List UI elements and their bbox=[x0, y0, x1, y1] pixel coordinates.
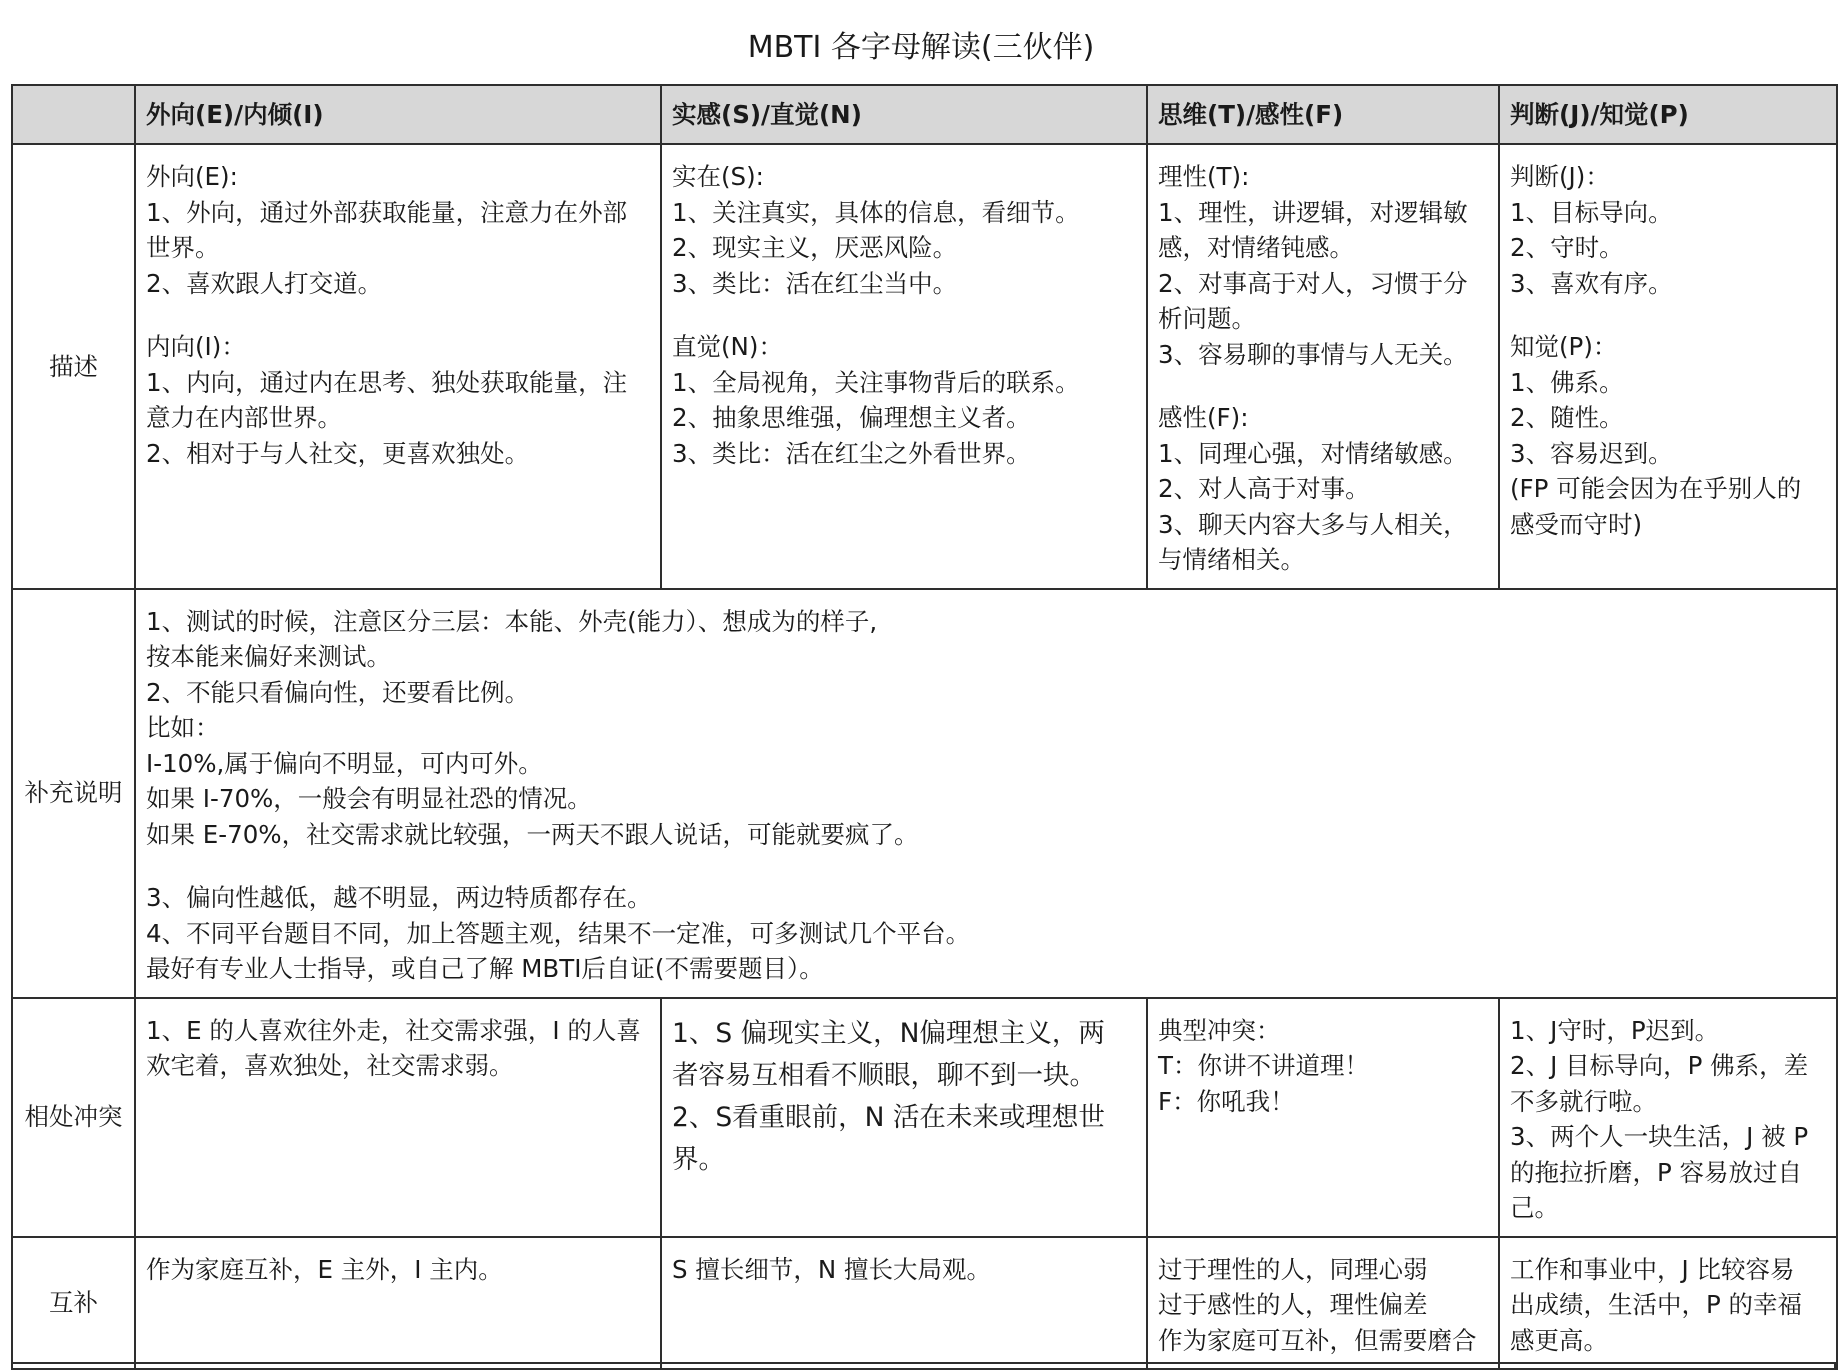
text-line: 1、外向，通过外部获取能量，注意力在外部 bbox=[146, 197, 628, 227]
header-tf: 思维(T)/感性(F) bbox=[1147, 85, 1499, 144]
paragraph-gap bbox=[146, 301, 650, 329]
text-line: 按本能来偏好来测试。 bbox=[146, 642, 391, 671]
text-line: 3、容易聊的事情与人无关。 bbox=[1158, 339, 1468, 369]
text-line: 1、J守时，P迟到。 bbox=[1510, 1015, 1720, 1045]
text-line: 1、佛系。 bbox=[1510, 367, 1624, 397]
cell-conflict-ei bbox=[135, 998, 661, 1237]
cell-conflict-jp bbox=[1499, 998, 1837, 1237]
row-supplement bbox=[12, 589, 1837, 998]
text-line: 2、对人高于对事。 bbox=[1158, 474, 1370, 503]
text-line: 最好有专业人士指导，或自己了解 MBTI后自证(不需要题目）。 bbox=[146, 954, 824, 983]
cell-conflict-tf bbox=[1147, 998, 1499, 1237]
row-label-conflict: 相处冲突 bbox=[12, 998, 135, 1237]
text-line: 理性(T): bbox=[1158, 162, 1250, 191]
text-line: 内向(I)： bbox=[146, 332, 246, 361]
text-line: 2、喜欢跟人打交道。 bbox=[146, 268, 383, 298]
cell-desc-jp bbox=[1499, 144, 1837, 589]
text-line: 1、全局视角，关注事物背后的联系。 bbox=[672, 367, 1080, 397]
text-line: 析问题。 bbox=[1158, 304, 1256, 333]
text-line: 2、J 目标导向，P 佛系，差 bbox=[1510, 1051, 1809, 1080]
text-line: 3、两个人一块生活，J 被 P bbox=[1510, 1122, 1809, 1151]
text-line: 与情绪相关。 bbox=[1158, 545, 1305, 574]
text-line: 实在(S): bbox=[672, 162, 764, 191]
text-line: 不多就行啦。 bbox=[1510, 1086, 1657, 1116]
text-line: 工作和事业中，J 比较容易 bbox=[1510, 1254, 1795, 1284]
cell-desc-sn bbox=[661, 144, 1147, 589]
text-line: 3、聊天内容大多与人相关， bbox=[1158, 509, 1468, 539]
header-sn: 实感(S)/直觉(N) bbox=[661, 85, 1147, 144]
header-ei: 外向(E)/内倾(I) bbox=[135, 85, 661, 144]
text-line: 4、不同平台题目不同，加上答题主观，结果不一定准，可多测试几个平台。 bbox=[146, 918, 971, 948]
text-line: 感更高。 bbox=[1510, 1325, 1608, 1355]
text-line: 世界。 bbox=[146, 233, 220, 262]
header-row bbox=[12, 85, 1837, 144]
text-line: I-10%,属于偏向不明显，可内可外。 bbox=[146, 748, 543, 778]
text-line: 出成绩，生活中，P 的幸福 bbox=[1510, 1290, 1803, 1319]
row-description bbox=[12, 144, 1837, 589]
paragraph-gap bbox=[672, 301, 1136, 329]
text-line: 作为家庭互补，E 主外，I 主内。 bbox=[146, 1254, 503, 1284]
text-line: 1、S 偏现实主义，N偏理想主义，两 bbox=[672, 1017, 1105, 1049]
text-line: 界。 bbox=[672, 1143, 725, 1175]
header-jp: 判断(J)/知觉(P) bbox=[1499, 85, 1837, 144]
text-line: 1、目标导向。 bbox=[1510, 197, 1673, 227]
text-line: 1、测试的时候，注意区分三层：本能、外壳(能力）、想成为的样子, bbox=[146, 606, 878, 636]
text-line: 己。 bbox=[1510, 1193, 1559, 1222]
text-line: 感，对情绪钝感。 bbox=[1158, 233, 1354, 262]
text-line: 1、内向，通过内在思考、独处获取能量，注 bbox=[146, 367, 628, 397]
text-line: 如果 I-70%，一般会有明显社恐的情况。 bbox=[146, 784, 592, 813]
text-line: 如果 E-70%，社交需求就比较强，一两天不跟人说话，可能就要疯了。 bbox=[146, 819, 919, 849]
text-line: 感性(F): bbox=[1158, 403, 1249, 432]
text-line: 典型冲突： bbox=[1158, 1015, 1281, 1045]
text-line: 欢宅着，喜欢独处，社交需求弱。 bbox=[146, 1051, 514, 1080]
text-line: 2、现实主义，厌恶风险。 bbox=[672, 233, 958, 262]
cell-comp-jp bbox=[1499, 1237, 1837, 1370]
row-label-description: 描述 bbox=[12, 144, 135, 589]
text-line: 3、容易迟到。 bbox=[1510, 438, 1673, 468]
text-line: 3、类比：活在红尘当中。 bbox=[672, 268, 958, 298]
text-line: 感受而守时) bbox=[1510, 509, 1643, 539]
text-line: F：你吼我！ bbox=[1158, 1086, 1295, 1116]
text-line: 意力在内部世界。 bbox=[146, 403, 342, 432]
row-label-complement: 互补 bbox=[12, 1237, 135, 1370]
text-line: 2、对事高于对人，习惯于分 bbox=[1158, 268, 1468, 298]
cell-desc-ei bbox=[135, 144, 661, 589]
text-line: 3、喜欢有序。 bbox=[1510, 268, 1673, 298]
text-line: 2、不能只看偏向性，还要看比例。 bbox=[146, 677, 530, 707]
text-line: 1、关注真实，具体的信息，看细节。 bbox=[672, 197, 1080, 227]
cell-supplement-text bbox=[135, 589, 1837, 998]
text-line: 2、相对于与人社交，更喜欢独处。 bbox=[146, 438, 530, 468]
text-line: 3、偏向性越低，越不明显，两边特质都存在。 bbox=[146, 883, 652, 912]
text-line: S 擅长细节，N 擅长大局观。 bbox=[672, 1254, 991, 1284]
mbti-table bbox=[11, 84, 1838, 1370]
text-line: 比如： bbox=[146, 713, 220, 742]
text-line: 过于理性的人，同理心弱 bbox=[1158, 1254, 1428, 1284]
row-label-supplement: 补充说明 bbox=[12, 589, 135, 998]
cell-comp-tf bbox=[1147, 1237, 1499, 1370]
row-complement bbox=[12, 1237, 1837, 1370]
header-corner-cell bbox=[12, 85, 135, 144]
text-line: 2、守时。 bbox=[1510, 233, 1624, 262]
text-line: 直觉(N)： bbox=[672, 332, 783, 361]
text-line: T：你讲不讲道理！ bbox=[1158, 1051, 1369, 1080]
text-line: 1、理性，讲逻辑，对逻辑敏 bbox=[1158, 197, 1468, 227]
text-line: 过于感性的人，理性偏差 bbox=[1158, 1290, 1428, 1319]
text-line: 外向(E): bbox=[146, 162, 238, 191]
paragraph-gap bbox=[146, 852, 1826, 880]
paragraph-gap bbox=[1158, 372, 1488, 400]
paragraph-gap bbox=[1510, 301, 1826, 329]
cell-conflict-sn bbox=[661, 998, 1147, 1237]
text-line: 作为家庭可互补，但需要磨合 bbox=[1158, 1325, 1477, 1355]
text-line: 判断(J)： bbox=[1510, 162, 1610, 191]
text-line: 者容易互相看不顺眼，聊不到一块。 bbox=[672, 1059, 1096, 1091]
next-row-edge bbox=[11, 1362, 1836, 1370]
text-line: 3、类比：活在红尘之外看世界。 bbox=[672, 438, 1031, 468]
page-title: MBTI 各字母解读(三伙伴) bbox=[747, 30, 1095, 65]
cell-comp-ei bbox=[135, 1237, 661, 1370]
text-line: 1、E 的人喜欢往外走，社交需求强，I 的人喜 bbox=[146, 1015, 641, 1045]
text-line: 知觉(P)： bbox=[1510, 332, 1618, 361]
row-conflict bbox=[12, 998, 1837, 1237]
text-line: 2、S看重眼前，N 活在未来或理想世 bbox=[672, 1101, 1105, 1133]
cell-desc-tf bbox=[1147, 144, 1499, 589]
text-line: (FP 可能会因为在乎别人的 bbox=[1510, 474, 1802, 503]
text-line: 的拖拉折磨，P 容易放过自 bbox=[1510, 1157, 1803, 1187]
cell-comp-sn bbox=[661, 1237, 1147, 1370]
text-line: 2、抽象思维强，偏理想主义者。 bbox=[672, 403, 1031, 432]
text-line: 1、同理心强，对情绪敏感。 bbox=[1158, 438, 1468, 468]
text-line: 2、随性。 bbox=[1510, 403, 1624, 432]
